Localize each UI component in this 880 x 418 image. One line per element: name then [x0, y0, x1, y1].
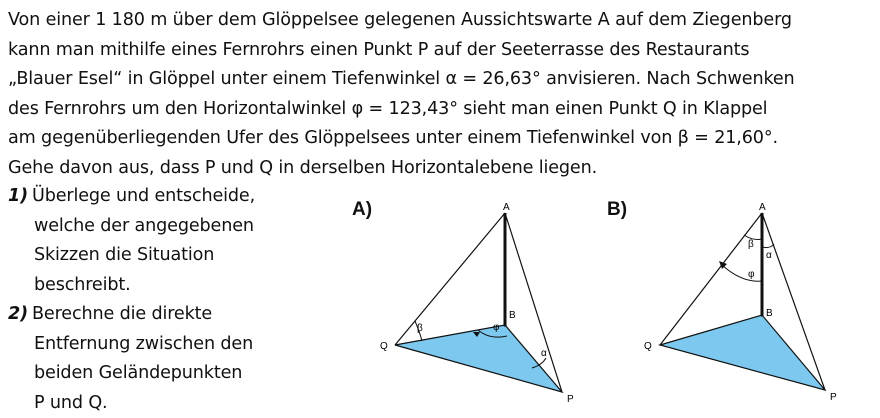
point-a-label: A — [759, 202, 766, 213]
sketch-a — [370, 195, 590, 415]
angle-alpha-label: α — [541, 348, 547, 359]
point-b-dot — [760, 313, 763, 316]
problem-statement — [8, 6, 876, 183]
point-a-label: A — [503, 202, 510, 213]
task-number: 1) — [8, 186, 28, 206]
point-b-label: B — [509, 310, 516, 321]
task-text: welche der angegebenen — [34, 215, 254, 236]
task-text: Überlege und entscheide, — [32, 186, 256, 206]
intro-line: des Fernrohrs um den Horizontalwinkel φ = 123,43° sieht man einen Punkt Q in Klappel — [8, 98, 768, 119]
alpha-arc — [762, 244, 774, 248]
task-text: Entfernung zwischen den — [34, 333, 254, 354]
point-q-label: Q — [644, 341, 652, 352]
phi-arc — [722, 265, 762, 281]
point-b-dot — [503, 323, 506, 326]
angle-phi-label: φ — [493, 322, 500, 333]
angle-beta-label: β — [748, 239, 754, 250]
task-text: beiden Geländepunkten — [34, 363, 243, 383]
horizontal-plane — [660, 315, 825, 390]
intro-line: kann man mithilfe eines Fernrohrs einen Punkt P auf der Seeterrasse des Restaurants — [8, 39, 750, 60]
point-p-label: P — [830, 392, 837, 403]
point-p-label: P — [567, 394, 574, 405]
point-b-label: B — [766, 308, 773, 319]
intro-line: Gehe davon aus, dass P und Q in derselben Horizontalebene liegen. — [8, 157, 598, 178]
angle-phi-label: φ — [748, 269, 755, 280]
sketch-b — [640, 195, 860, 415]
task-text: beschreibt. — [34, 274, 131, 295]
angle-alpha-label: α — [766, 250, 772, 261]
sight-line-aq — [395, 213, 505, 345]
intro-line: „Blauer Esel“ in Glöppel unter einem Tiefenwinkel α = 26,63° anvisieren. Nach Schwenken — [8, 69, 795, 89]
task-1 — [8, 182, 255, 300]
intro-line: Von einer 1 180 m über dem Glöppelsee gelegenen Aussichtswarte A auf dem Ziegenberg — [8, 10, 792, 30]
sketch-b-label: B) — [607, 199, 628, 220]
task-text: Skizzen die Situation — [34, 245, 215, 265]
angle-beta-label: β — [417, 323, 423, 334]
task-number: 2) — [8, 304, 28, 324]
intro-line: am gegenüberliegenden Ufer des Glöppelsees unter einem Tiefenwinkel von β = 21,60°. — [8, 128, 778, 148]
task-text: Berechne die direkte — [32, 304, 213, 324]
sketch-a-label: A) — [352, 199, 373, 220]
task-text: P und Q. — [34, 392, 108, 413]
point-q-label: Q — [380, 341, 388, 352]
task-2 — [8, 300, 253, 418]
